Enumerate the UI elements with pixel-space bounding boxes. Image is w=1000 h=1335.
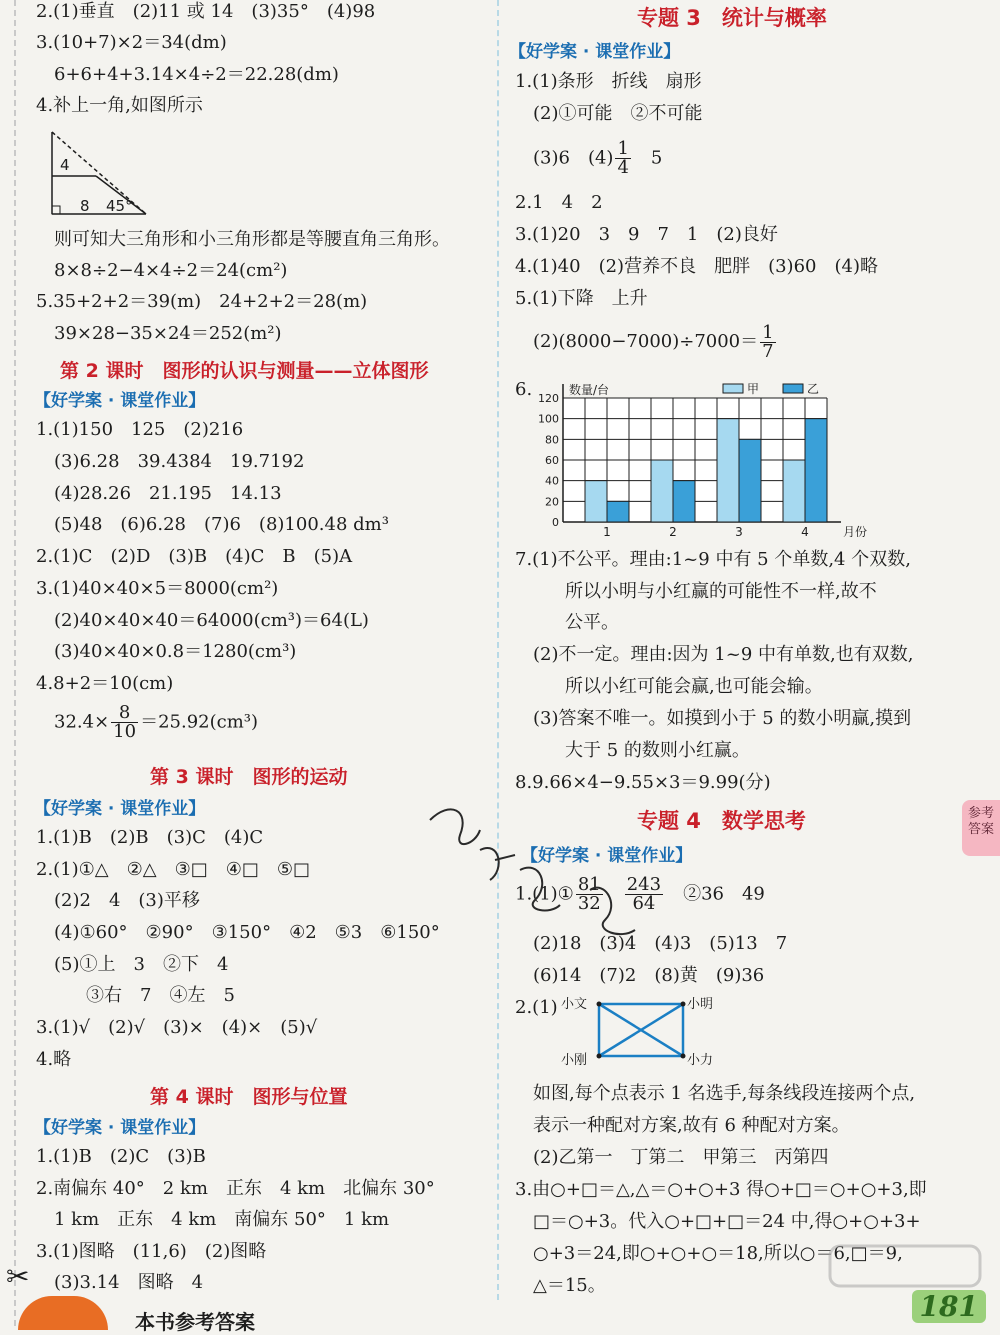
answer-line: 所以小明与小红赢的可能性不一样,故不 bbox=[565, 581, 877, 602]
fraction-numerator: 81 bbox=[577, 874, 601, 895]
answer-line: (3)40×40×0.8＝1280(cm³) bbox=[54, 641, 297, 662]
fraction-numerator: 1 bbox=[617, 138, 629, 159]
mascot-logo bbox=[18, 1296, 108, 1330]
chart-ytick-label: 120 bbox=[538, 392, 559, 405]
chart-ytick-label: 20 bbox=[545, 495, 559, 509]
graph-node-label: 小力 bbox=[687, 1053, 714, 1068]
answer-line: 4.补上一角,如图所示 bbox=[36, 95, 203, 116]
answer-line: 1 km 正东 4 km 南偏东 50° 1 km bbox=[54, 1209, 390, 1230]
answer-line: (6)14 (7)2 (8)黄 (9)36 bbox=[533, 965, 765, 986]
fraction-numerator: 1 bbox=[762, 321, 774, 343]
topic3-title: 专题 3 统计与概率 bbox=[637, 6, 827, 30]
answer-line: 3.(1)图略 (11,6) (2)图略 bbox=[36, 1241, 267, 1262]
chart-ytick-label: 40 bbox=[545, 474, 559, 488]
chart-bar bbox=[651, 460, 673, 522]
section-title-lesson3: 第 3 课时 图形的运动 bbox=[150, 766, 348, 788]
answer-line: 4.略 bbox=[36, 1049, 72, 1070]
fraction-prefix: 1.(1)① bbox=[515, 883, 574, 905]
answer-line: 1.(1)150 125 (2)216 bbox=[36, 419, 244, 440]
answer-line: 3.(1)20 3 9 7 1 (2)良好 bbox=[515, 224, 778, 245]
triangle-label-4: 4 bbox=[60, 156, 70, 174]
answer-line-fraction bbox=[533, 322, 778, 362]
graph-node-label: 小刚 bbox=[561, 1053, 588, 1068]
chart-legend-label: 乙 bbox=[807, 382, 820, 396]
topic4-title: 专题 4 数学思考 bbox=[637, 809, 806, 833]
chart-ytick-label: 60 bbox=[545, 454, 559, 467]
chart-bar bbox=[607, 501, 629, 522]
answer-line: △＝15。 bbox=[533, 1275, 606, 1296]
answer-line: (4)28.26 21.195 14.13 bbox=[54, 483, 282, 504]
fraction bbox=[615, 140, 630, 177]
section-subtitle: 【好学案 · 课堂作业】 bbox=[509, 42, 681, 62]
chart-bar bbox=[805, 419, 827, 522]
answer-line: 8×8÷2−4×4÷2＝24(cm²) bbox=[54, 260, 288, 281]
answer-line: 2.南偏东 40° 2 km 正东 4 km 北偏东 30° bbox=[36, 1178, 435, 1199]
handwritten-scribble bbox=[420, 790, 650, 960]
fraction-suffix: 5 bbox=[632, 147, 663, 169]
fraction bbox=[760, 321, 775, 362]
fraction-denominator: 64 bbox=[632, 893, 656, 914]
question-label: 6. bbox=[515, 379, 533, 400]
chart-bar bbox=[783, 460, 805, 522]
answer-line: ○+3＝24,即○+○+○＝18,所以○＝6,□＝9, bbox=[533, 1243, 903, 1264]
question-label: 2.(1) bbox=[515, 997, 558, 1018]
answer-side-tab: 参考答案 bbox=[962, 800, 1000, 856]
answer-line: 如图,每个点表示 1 名选手,每条线段连接两个点, bbox=[533, 1083, 916, 1104]
chart-ytick-label: 0 bbox=[552, 516, 559, 529]
answer-line: □＝○+3。代入○+□+□＝24 中,得○+○+3+ bbox=[533, 1211, 921, 1232]
answer-line: 公平。 bbox=[565, 612, 619, 633]
answer-line: 2.(1)①△ ②△ ③□ ④□ ⑤□ bbox=[36, 859, 311, 880]
fraction-numerator: 8 bbox=[111, 704, 138, 723]
chart-xtick-label: 4 bbox=[801, 525, 809, 539]
chart-legend-swatch bbox=[783, 384, 803, 393]
answer-line: (2)18 (3)4 (4)3 (5)13 7 bbox=[533, 933, 788, 954]
page-number: 181 bbox=[912, 1290, 986, 1323]
answer-line: 1.(1)B (2)B (3)C (4)C bbox=[36, 827, 264, 848]
fraction-denominator: 7 bbox=[762, 340, 774, 362]
answer-line: 表示一种配对方案,故有 6 种配对方案。 bbox=[533, 1115, 850, 1136]
answer-line: (2)2 4 (3)平移 bbox=[54, 890, 200, 911]
pairing-graph bbox=[559, 990, 729, 1070]
scissors-icon: ✂ bbox=[6, 1260, 30, 1293]
answer-line: 大于 5 的数则小红赢。 bbox=[565, 740, 750, 761]
answer-line: 5.35+2+2＝39(m) 24+2+2＝28(m) bbox=[36, 291, 368, 312]
fraction-prefix: (2)(8000−7000)÷7000＝ bbox=[533, 331, 759, 352]
footer-title: 本书参考答案 bbox=[135, 1310, 255, 1334]
answer-line: 所以小红可能会赢,也可能会输。 bbox=[565, 676, 823, 697]
answer-line: (3)6.28 39.4384 19.7192 bbox=[54, 451, 305, 472]
graph-node-label: 小文 bbox=[561, 997, 588, 1012]
answer-line: (2)①可能 ②不可能 bbox=[533, 103, 703, 124]
chart-xtick-label: 1 bbox=[603, 525, 611, 539]
answer-line: 39×28−35×24＝252(m²) bbox=[54, 323, 282, 344]
fraction-suffix: ②36 49 bbox=[683, 883, 765, 905]
chart-x-axis-label: 月份 bbox=[843, 525, 868, 539]
answer-line: 7.(1)不公平。理由:1~9 中有 5 个单数,4 个双数, bbox=[515, 549, 911, 570]
fraction-denominator: 10 bbox=[113, 721, 137, 742]
chart-xtick-label: 2 bbox=[669, 525, 677, 539]
answer-line: (2)不一定。理由:因为 1~9 中有单数,也有双数, bbox=[533, 644, 914, 665]
fraction-prefix: 32.4× bbox=[54, 711, 110, 733]
answer-line: (2)40×40×40＝64000(cm³)＝64(L) bbox=[54, 610, 369, 631]
fraction-numerator: 243 bbox=[626, 874, 662, 895]
answer-line: 4.(1)40 (2)营养不良 肥胖 (3)60 (4)略 bbox=[515, 256, 878, 277]
triangle-label-8: 8 bbox=[80, 197, 90, 215]
binding-margin-line bbox=[14, 0, 16, 1326]
answer-line-fraction bbox=[54, 704, 258, 741]
answer-line: 则可知大三角形和小三角形都是等腰直角三角形。 bbox=[54, 229, 450, 250]
section-subtitle: 【好学案 · 课堂作业】 bbox=[34, 1118, 206, 1138]
chart-ytick-label: 80 bbox=[545, 433, 559, 447]
chart-bar bbox=[717, 419, 739, 522]
section-subtitle: 【好学案 · 课堂作业】 bbox=[34, 799, 206, 819]
answer-line: 3.(1)√ (2)√ (3)× (4)× (5)√ bbox=[36, 1017, 318, 1038]
answer-line: 3.(10+7)×2＝34(dm) bbox=[36, 32, 227, 53]
answer-line: 1.(1)B (2)C (3)B bbox=[36, 1146, 206, 1167]
answer-line: 3.(1)40×40×5＝8000(cm²) bbox=[36, 578, 279, 599]
answer-line: (3)答案不唯一。如摸到小于 5 的数小明赢,摸到 bbox=[533, 708, 912, 729]
chart-bar bbox=[673, 481, 695, 522]
chart-bar bbox=[585, 481, 607, 522]
answer-line: 3.由○+□＝△,△＝○+○+3 得○+□＝○+○+3,即 bbox=[515, 1179, 927, 1200]
answer-line: 1.(1)条形 折线 扇形 bbox=[515, 71, 702, 92]
fraction bbox=[111, 704, 138, 741]
answer-line: 2.1 4 2 bbox=[515, 192, 603, 213]
column-separator bbox=[497, 0, 499, 1300]
answer-line: (2)乙第一 丁第二 甲第三 丙第四 bbox=[533, 1147, 829, 1168]
answer-line: 5.(1)下降 上升 bbox=[515, 288, 648, 309]
triangle-label-45: 45° bbox=[106, 197, 133, 215]
section-title-lesson4: 第 4 课时 图形与位置 bbox=[150, 1086, 348, 1108]
bar-chart bbox=[523, 372, 868, 540]
answer-line: 2.(1)C (2)D (3)B (4)C B (5)A bbox=[36, 546, 353, 567]
answer-line: (5)①上 3 ②下 4 bbox=[54, 954, 229, 975]
triangle-figure bbox=[46, 124, 156, 220]
answer-line-fraction bbox=[533, 140, 662, 177]
fraction-prefix: (3)6 (4) bbox=[533, 147, 614, 169]
answer-line: (4)①60° ②90° ③150° ④2 ⑤3 ⑥150° bbox=[54, 922, 440, 943]
fraction-suffix: ＝25.92(cm³) bbox=[140, 711, 259, 733]
answer-line: (5)48 (6)6.28 (7)6 (8)100.48 dm³ bbox=[54, 514, 389, 535]
section-subtitle: 【好学案 · 课堂作业】 bbox=[521, 846, 693, 866]
chart-xtick-label: 3 bbox=[735, 525, 743, 539]
answer-line: (3)3.14 图略 4 bbox=[54, 1272, 204, 1293]
fraction-denominator: 4 bbox=[617, 157, 629, 178]
section-title-lesson2: 第 2 课时 图形的认识与测量——立体图形 bbox=[60, 360, 429, 382]
answer-line: ③右 7 ④左 5 bbox=[86, 985, 235, 1006]
chart-ytick-label: 100 bbox=[538, 412, 559, 426]
chart-bar bbox=[739, 439, 761, 522]
answer-line: 8.9.66×4−9.55×3＝9.99(分) bbox=[515, 772, 771, 793]
fraction-denominator: 32 bbox=[577, 893, 601, 914]
chart-legend-swatch bbox=[723, 384, 743, 393]
chart-y-axis-label: 数量/台 bbox=[569, 383, 610, 397]
chart-legend-label: 甲 bbox=[747, 382, 760, 396]
section-subtitle: 【好学案 · 课堂作业】 bbox=[34, 391, 206, 411]
answer-line: 4.8+2＝10(cm) bbox=[36, 673, 174, 694]
answer-line: 2.(1)垂直 (2)11 或 14 (3)35° (4)98 bbox=[36, 1, 376, 22]
graph-node-label: 小明 bbox=[687, 997, 714, 1012]
answer-line: 6+6+4+3.14×4÷2＝22.28(dm) bbox=[54, 64, 339, 85]
